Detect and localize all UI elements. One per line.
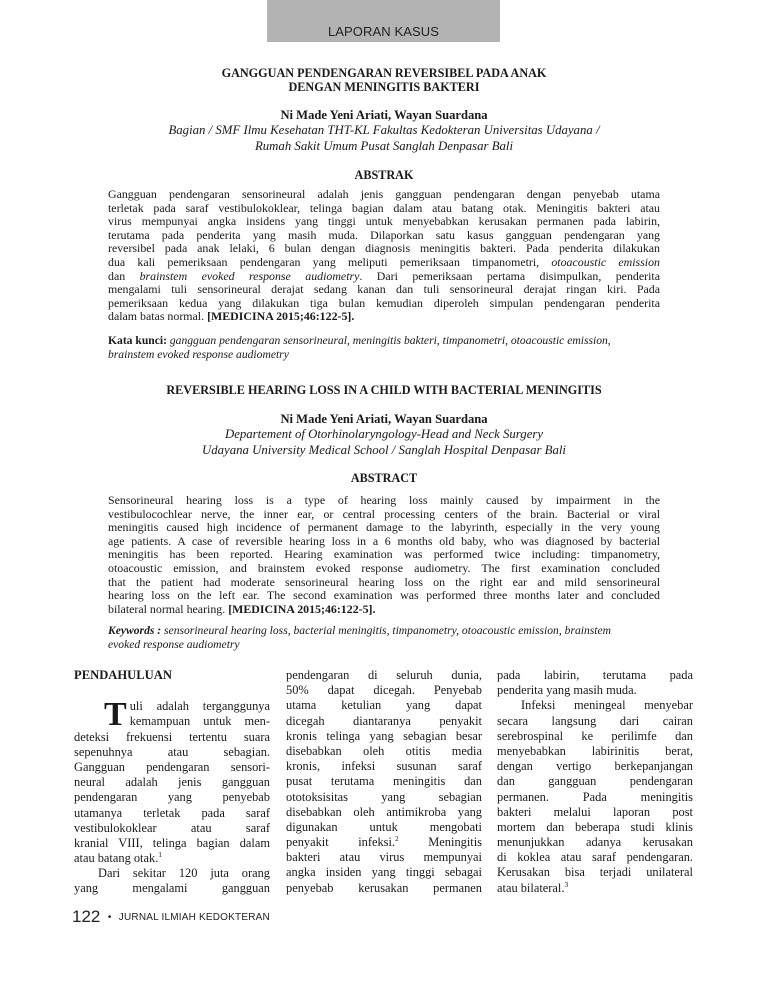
abstract-line xyxy=(108,603,660,617)
body-column-3 xyxy=(497,668,693,896)
citation: [MEDICINA 2015;46:122-5]. xyxy=(228,601,376,616)
body-line: menunjukkan adanya kerusakan xyxy=(497,835,693,850)
text: atau batang otak. xyxy=(74,851,159,866)
body-line: penyebab kerusakan permanen xyxy=(286,880,482,895)
abstract-heading-en: ABSTRACT xyxy=(350,471,418,485)
affiliation-en xyxy=(108,427,660,458)
keywords-text: gangguan pendengaran sensorineural, meningitis bakteri, timpanometri, otoacoustic emission, xyxy=(166,334,611,347)
body-line: angka insiden yang tinggi sebagai xyxy=(286,865,482,880)
journal-name: JURNAL ILMIAH KEDOKTERAN xyxy=(118,912,270,923)
abstract-line: age patients. A case of reversible hearing loss in a 6 months old baby, who was diagnosed by bacterial xyxy=(108,533,660,548)
body-line: 50% dapat dicegah. Penyebab xyxy=(286,683,482,698)
authors-id: Ni Made Yeni Ariati, Wayan Suardana xyxy=(280,108,488,122)
abstract-line: meningitis has been reported. Hearing examination was performed twice including: timpanometry, xyxy=(108,547,660,562)
dropcap-letter: T xyxy=(104,696,127,734)
body-line: kronis telinga yang sebagian besar xyxy=(286,728,482,743)
keywords-text: evoked response audiometry xyxy=(108,638,240,651)
keywords-text: brainstem evoked response audiometry xyxy=(108,348,289,361)
abstract-line: terletak pada saraf vestibulokoklear, telinga bagian dalam atau batang otak. Meningitis bakteri atau xyxy=(108,200,660,215)
abstract-line: hearing loss on the left ear. The second examination was performed three months later and concluded xyxy=(108,588,660,603)
text: Meningitis xyxy=(398,835,482,850)
body-line: Dari sekitar 120 juta orang xyxy=(98,866,270,881)
italic-term: otoacoustic emission xyxy=(551,254,660,269)
text: dalam batas normal. xyxy=(108,309,208,324)
keywords-en xyxy=(108,624,660,652)
section-label: LAPORAN KASUS xyxy=(327,24,440,39)
body-line: kemampuan untuk men- xyxy=(129,714,270,729)
affiliation-id xyxy=(108,123,660,154)
body-column-1 xyxy=(74,668,270,897)
abstract-line: reversibel pada anak lelaki, 6 bulan dengan diagnosis meningitis bakteri. Pada penderita dilakukan xyxy=(108,241,660,256)
section-heading: PENDAHULUAN xyxy=(74,668,172,682)
abstract-line: Gangguan pendengaran sensorineural adalah jenis gangguan pendengaran dengan penyebab utama xyxy=(108,187,660,201)
body-line xyxy=(286,835,482,850)
body-line: pusat terutama meningitis dan xyxy=(286,774,482,789)
affiliation-line: Rumah Sakit Umum Pusat Sanglah Denpasar Bali xyxy=(254,138,514,153)
article-title-id xyxy=(108,66,660,94)
body-line: kranial VIII, telinga bagian dalam xyxy=(74,835,270,850)
page-number: 122 xyxy=(72,907,101,926)
body-line: dan gangguan pendengaran xyxy=(497,774,693,789)
keywords-label: Kata kunci: xyxy=(108,334,167,347)
body-line: dicegah diantaranya penyakit xyxy=(286,713,482,728)
text: atau bilateral. xyxy=(497,880,565,895)
body-column-2 xyxy=(286,668,482,896)
keywords-text: sensorineural hearing loss, bacterial meningitis, timpanometry, otoacoustic emission, brainstem xyxy=(161,624,612,637)
body-line: bakteri melalui laporan post xyxy=(497,804,693,819)
abstract-line: otoacoustic emission, and brainstem evoked response audiometry. The first examination concluded xyxy=(108,560,660,575)
bullet-separator: • xyxy=(107,912,112,923)
body-line: di koklea atau saraf pendengaran. xyxy=(497,850,693,865)
body-line: disebabkan oleh otitis media xyxy=(286,743,482,758)
title-line: DENGAN MENINGITIS BAKTERI xyxy=(288,80,480,94)
body-line: Infeksi meningeal menyebar xyxy=(521,698,693,713)
body-line: pendengaran di seluruh dunia, xyxy=(286,668,482,682)
title-line: GANGGUAN PENDENGARAN REVERSIBEL PADA ANAK xyxy=(221,66,547,80)
page-footer xyxy=(72,907,270,927)
body-line: uli adalah terganggunya xyxy=(129,699,270,714)
keywords-id xyxy=(108,334,660,362)
affiliation-line: Bagian / SMF Ilmu Kesehatan THT-KL Fakultas Kedokteran Universitas Udayana / xyxy=(168,123,600,137)
abstract-line: virus mempunyai angka insidens yang tinggi untuk menyebabkan kerusakan permanen pada labirin, xyxy=(108,214,660,229)
body-line: sepenuhnya atau sebagian. xyxy=(74,744,270,759)
abstract-id xyxy=(108,188,660,324)
body-line xyxy=(74,851,270,866)
body-line: kronis, infeksi susunan saraf xyxy=(286,759,482,774)
reference-marker: 3 xyxy=(564,879,569,889)
body-line: ototoksisitas yang sebagian xyxy=(286,789,482,804)
section-label-band xyxy=(267,0,500,42)
abstract-en xyxy=(108,494,660,616)
body-line: neural adalah jenis gangguan xyxy=(74,775,270,790)
body-line: permanen. Pada meningitis xyxy=(497,789,693,804)
reference-marker: 1 xyxy=(158,850,163,860)
body-line: utamanya terletak pada saraf xyxy=(74,805,270,820)
body-line: Kerusakan bisa terjadi unilateral xyxy=(497,865,693,880)
body-line: deteksi frekuensi tertentu suara xyxy=(74,729,270,744)
body-line: Gangguan pendengaran sensori- xyxy=(74,759,270,774)
text: . Dari pemeriksaan pertama disimpulkan, penderita xyxy=(359,268,660,283)
body-line: utama ketulian yang dapat xyxy=(286,698,482,713)
abstract-line: mengalami tuli sensorineural derajat sedang kanan dan tuli sensorineural derajat ringan kiri. Pada xyxy=(108,282,660,297)
citation: [MEDICINA 2015;46:122-5]. xyxy=(207,309,355,324)
abstract-line xyxy=(108,270,660,284)
abstract-line: that the patient had moderate sensorineural hearing loss on the right ear and mild sensorineural xyxy=(108,574,660,589)
body-line: secara langsung dari cairan xyxy=(497,713,693,728)
abstract-line: meningitis caused high incidence of permanent damage to the labyrinth, especially in the very young xyxy=(108,520,660,535)
dropcap-paragraph xyxy=(74,696,270,734)
text: dan xyxy=(108,268,140,283)
keywords-label: Keywords : xyxy=(108,624,162,637)
affiliation-line: Departement of Otorhinolaryngology-Head and Neck Surgery xyxy=(224,427,544,441)
body-line: digunakan untuk mengobati xyxy=(286,819,482,834)
body-line: pada labirin, terutama pada xyxy=(497,668,693,682)
body-line: penderita yang masih muda. xyxy=(497,683,637,698)
abstract-line xyxy=(108,256,660,270)
abstract-heading-id: ABSTRAK xyxy=(354,168,414,182)
text: bilateral normal hearing. xyxy=(108,601,229,616)
abstract-line: terutama pada penderita yang masih muda. Dilaporkan satu kasus gangguan pendengaran yang xyxy=(108,227,660,242)
abstract-line xyxy=(108,310,660,324)
body-line: menyebabkan labirinitis berat, xyxy=(497,743,693,758)
abstract-line: Sensorineural hearing loss is a type of hearing loss mainly caused by impairment in the xyxy=(108,493,660,507)
body-line: bakteri atau virus mempunyai xyxy=(286,850,482,865)
body-line: serebrospinal ke perilimfe dan xyxy=(497,728,693,743)
text: dua kali pemeriksaan pendengaran yang meliputi pemeriksaan timpanometri, xyxy=(108,254,552,269)
body-line: yang mengalami gangguan xyxy=(74,881,270,896)
body-line: dengan vertigo berkepanjangan xyxy=(497,759,693,774)
authors-en: Ni Made Yeni Ariati, Wayan Suardana xyxy=(280,412,488,426)
body-line: pendengaran yang penyebab xyxy=(74,790,270,805)
abstract-line: vestibulocochlear nerve, the inner ear, or central processing centers of the brain. Bacterial or viral xyxy=(108,506,660,521)
body-line: vestibulokoklear atau saraf xyxy=(74,820,270,835)
body-line: disebabkan oleh antimikroba yang xyxy=(286,804,482,819)
italic-term: brainstem evoked response audiometry xyxy=(139,268,360,283)
abstract-line: pemeriksaan kedua yang dilakukan tiga bulan kemudian diperoleh simpulan pendengaran penderita xyxy=(108,295,660,310)
affiliation-line: Udayana University Medical School / Sanglah Hospital Denpasar Bali xyxy=(202,442,566,457)
reference-marker: 2 xyxy=(395,834,399,844)
body-line xyxy=(497,881,693,896)
article-title-en: REVERSIBLE HEARING LOSS IN A CHILD WITH BACTERIAL MENINGITIS xyxy=(166,383,602,397)
body-line: mortem dan beberapa studi klinis xyxy=(497,819,693,834)
text: penyakit infeksi. xyxy=(286,835,396,850)
